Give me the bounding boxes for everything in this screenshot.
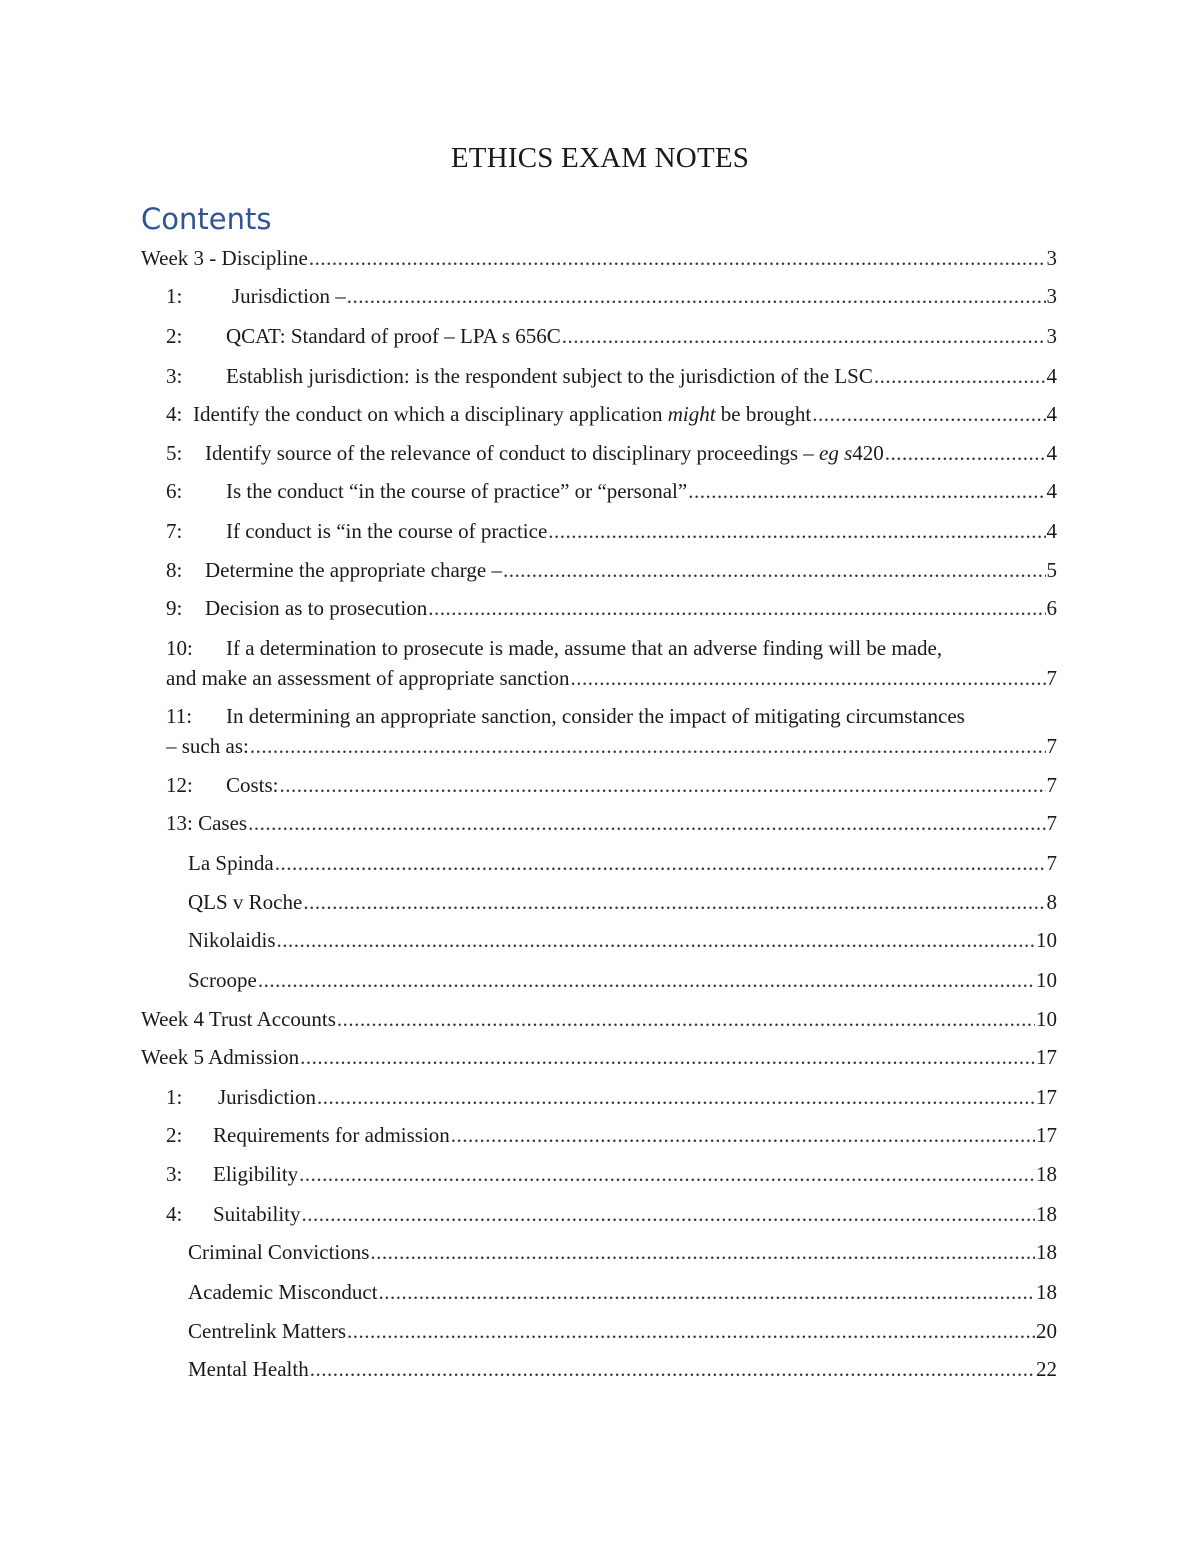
toc-entry-w3-10-line-1[interactable]: 10: If a determination to prosecute is made, assume that an adverse finding will be made, bbox=[166, 636, 943, 660]
toc-entry-w5-4[interactable]: 4: Suitability ..... 18 bbox=[166, 1202, 1057, 1226]
toc-entry-suit-mental-health[interactable]: Mental Health ..... 22 bbox=[188, 1357, 1057, 1381]
toc-entry-w3-6[interactable]: 6: Is the conduct “in the course of practice” or “personal” ..... 4 bbox=[166, 479, 1057, 503]
toc-entry-case-nikolaidis[interactable]: Nikolaidis ..... 10 bbox=[188, 928, 1057, 952]
toc-entry-w3-9[interactable]: 9: Decision as to prosecution ..... 6 bbox=[166, 596, 1057, 620]
toc-entry-w3-12[interactable]: 12: Costs: ..... 7 bbox=[166, 773, 1057, 797]
toc-entry-w3-11-line-1[interactable]: 11: In determining an appropriate sanction, consider the impact of mitigating circumstances bbox=[166, 704, 965, 728]
toc-entry-w3-8[interactable]: 8: Determine the appropriate charge – ..... 5 bbox=[166, 558, 1057, 582]
toc-entry-w3-3[interactable]: 3: Establish jurisdiction: is the respondent subject to the jurisdiction of the LSC ..... 4 bbox=[166, 364, 1057, 388]
toc-entry-w3-7[interactable]: 7: If conduct is “in the course of practice ..... 4 bbox=[166, 519, 1057, 543]
toc-entry-case-scroope[interactable]: Scroope ..... 10 bbox=[188, 968, 1057, 992]
toc-entry-w5-1[interactable]: 1: Jurisdiction ..... 17 bbox=[166, 1085, 1057, 1109]
toc-entry-w5-3[interactable]: 3: Eligibility ..... 18 bbox=[166, 1162, 1057, 1186]
document-title: ETHICS EXAM NOTES bbox=[450, 142, 750, 174]
toc-entry-w3-4[interactable]: 4: Identify the conduct on which a disciplinary application might be brought ..... 4 bbox=[166, 402, 1057, 426]
toc-entry-case-qls-v-roche[interactable]: QLS v Roche ..... 8 bbox=[188, 890, 1057, 914]
toc-entry-w3-1[interactable]: 1: Jurisdiction – ..... 3 bbox=[166, 284, 1057, 308]
toc-entry-w3-13[interactable]: 13: Cases ..... 7 bbox=[166, 811, 1057, 835]
toc-entry-week-4[interactable]: Week 4 Trust Accounts ..... 10 bbox=[141, 1007, 1057, 1031]
toc-entry-suit-academic-misconduct[interactable]: Academic Misconduct ..... 18 bbox=[188, 1280, 1057, 1304]
toc-entry-week-5[interactable]: Week 5 Admission ..... 17 bbox=[141, 1045, 1057, 1069]
toc-entry-w3-5[interactable]: 5: Identify source of the relevance of conduct to disciplinary proceedings – eg s420 ..... 4 bbox=[166, 441, 1057, 465]
toc-entry-w3-10-line-2[interactable]: and make an assessment of appropriate sanction ..... 7 bbox=[166, 666, 1057, 690]
toc-entry-week-3[interactable]: Week 3 - Discipline ..... 3 bbox=[141, 246, 1057, 270]
toc-entry-suit-centrelink-matters[interactable]: Centrelink Matters ..... 20 bbox=[188, 1319, 1057, 1343]
toc-entry-w5-2[interactable]: 2: Requirements for admission ..... 17 bbox=[166, 1123, 1057, 1147]
contents-heading: Contents bbox=[141, 202, 272, 236]
toc-entry-suit-criminal-convictions[interactable]: Criminal Convictions ..... 18 bbox=[188, 1240, 1057, 1264]
toc-entry-w3-2[interactable]: 2: QCAT: Standard of proof – LPA s 656C ..... 3 bbox=[166, 324, 1057, 348]
toc-entry-case-la-spinda[interactable]: La Spinda ..... 7 bbox=[188, 851, 1057, 875]
toc-entry-w3-11-line-2[interactable]: – such as: ..... 7 bbox=[166, 734, 1057, 758]
